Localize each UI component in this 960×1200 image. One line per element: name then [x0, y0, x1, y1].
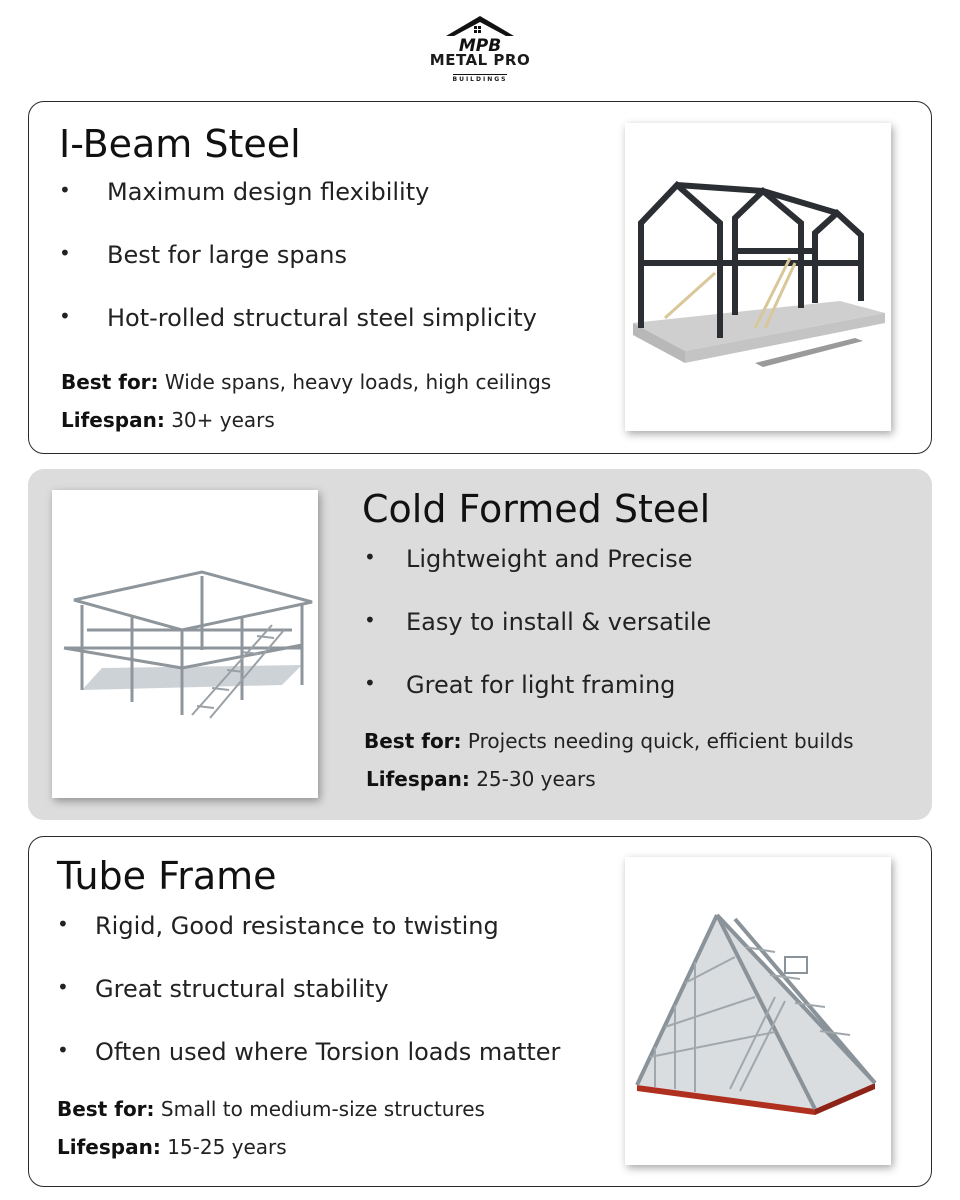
logo-monogram: MPB [458, 36, 502, 54]
ibeam-card: I-Beam Steel • Maximum design flexibility • Best for large spans • Hot-rolled structural steel simplicity Best for: Wide spans, heavy loads, high ceilings Lifespan: 30+ years [28, 101, 932, 454]
card-title: Tube Frame [57, 854, 277, 898]
ibeam-frame-image [625, 123, 891, 431]
best-for-line: Best for: Wide spans, heavy loads, high ceilings [61, 370, 552, 394]
bullet-dot: • [364, 608, 376, 632]
bullet-dot: • [57, 975, 69, 999]
metal-pro-logo [420, 14, 540, 83]
bullet-dot: • [59, 178, 71, 202]
logo-brand: METAL PRO [429, 51, 531, 69]
best-for-line: Best for: Small to medium-size structures [57, 1097, 485, 1121]
card-title: Cold Formed Steel [362, 487, 711, 531]
card-title: I-Beam Steel [59, 122, 301, 166]
cold-formed-card: Cold Formed Steel • Lightweight and Precise • Easy to install & versatile • Great for light framing Best for: Projects needing quick, efficient builds Lifespan: 25-30 years [28, 469, 932, 820]
tube-frame-image [625, 857, 891, 1165]
lifespan-line: Lifespan: 15-25 years [57, 1135, 287, 1159]
logo-sub: BUILDINGS [452, 76, 508, 83]
bullet-dot: • [59, 241, 71, 265]
tube-frame-card: Tube Frame • Rigid, Good resistance to twisting • Great structural stability • Often used where Torsion loads matter Best for: Small to medium-size structures Lifespan: 15-25 years [28, 836, 932, 1187]
cold-formed-frame-image [52, 490, 318, 798]
house-roof-icon [440, 14, 520, 54]
lifespan-line: Lifespan: 30+ years [61, 408, 275, 432]
bullet-dot: • [364, 545, 376, 569]
best-for-line: Best for: Projects needing quick, efficient builds [364, 729, 854, 753]
bullet-dot: • [59, 304, 71, 328]
lifespan-line: Lifespan: 25-30 years [366, 767, 596, 791]
bullet-dot: • [57, 912, 69, 936]
bullet-dot: • [364, 671, 376, 695]
bullet-dot: • [57, 1038, 69, 1062]
